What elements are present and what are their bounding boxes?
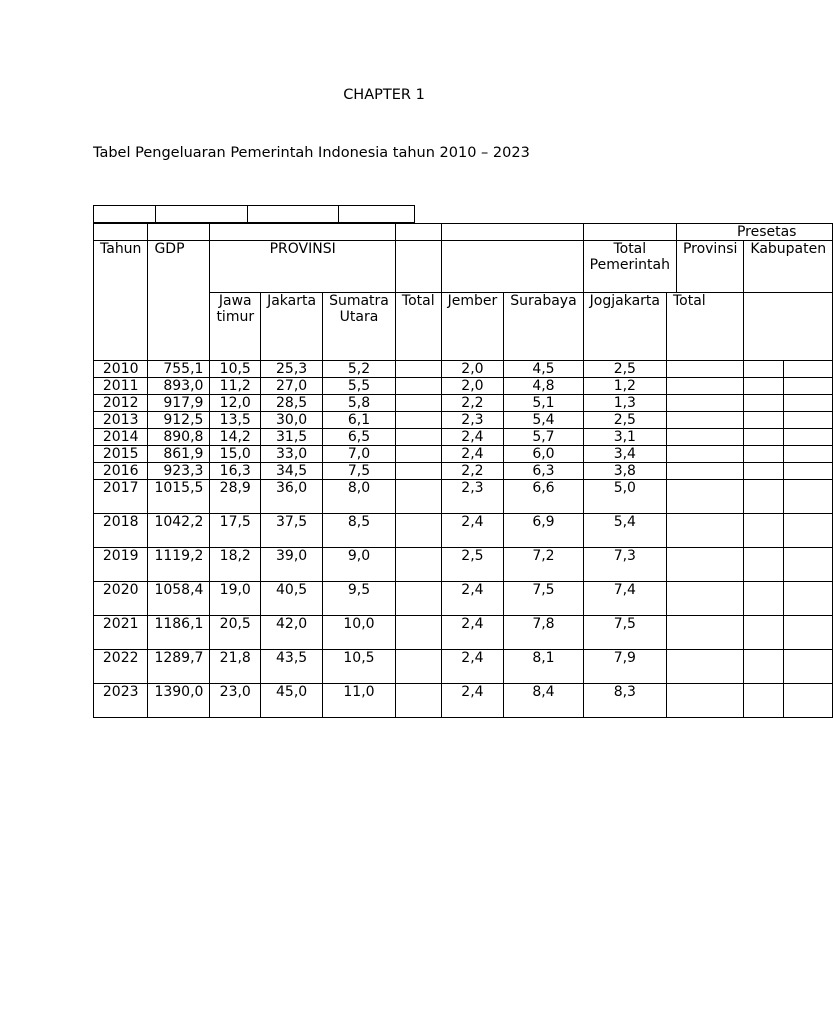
cell-tahun: 2015: [94, 446, 148, 463]
header-gdp: GDP: [148, 241, 210, 361]
cell-surabaya: 6,9: [504, 514, 583, 548]
cell-gdp: 1119,2: [148, 548, 210, 582]
cell-surabaya: 6,3: [504, 463, 583, 480]
cell-jogjakarta: 3,1: [583, 429, 666, 446]
cell-jember: 2,3: [441, 412, 504, 429]
cell-jakarta: 31,5: [261, 429, 323, 446]
cell-tahun: 2011: [94, 378, 148, 395]
cell-jogjakarta: 2,5: [583, 361, 666, 378]
cell-jakarta: 25,3: [261, 361, 323, 378]
empty-cell: [395, 224, 441, 241]
empty-header-table: [93, 205, 415, 223]
cell-surabaya: 8,4: [504, 684, 583, 718]
chapter-heading: CHAPTER 1: [343, 87, 425, 103]
cell-kabupaten-pct: [784, 650, 833, 684]
cell-jakarta: 33,0: [261, 446, 323, 463]
cell-tahun: 2012: [94, 395, 148, 412]
cell-total: [667, 429, 744, 446]
cell-gdp: 917,9: [148, 395, 210, 412]
cell-jember: 2,4: [441, 650, 504, 684]
cell-surabaya: 8,1: [504, 650, 583, 684]
cell-sumatra-utara: 8,0: [323, 480, 396, 514]
cell-total: [667, 582, 744, 616]
cell-jogjakarta: 1,3: [583, 395, 666, 412]
expenditure-table: [93, 223, 833, 718]
cell-kabupaten-pct: [784, 378, 833, 395]
cell-total: [395, 463, 441, 480]
cell-sumatra-utara: 9,0: [323, 548, 396, 582]
cell-total: [395, 446, 441, 463]
cell-jogjakarta: 8,3: [583, 684, 666, 718]
cell-jogjakarta: 7,3: [583, 548, 666, 582]
cell-jakarta: 42,0: [261, 616, 323, 650]
cell-total: [667, 463, 744, 480]
cell-jawa-timur: 18,2: [210, 548, 261, 582]
table-row: [94, 463, 833, 480]
cell-kabupaten-pct: [784, 582, 833, 616]
cell-jakarta: 27,0: [261, 378, 323, 395]
cell-gdp: 1058,4: [148, 582, 210, 616]
empty-cell: [156, 206, 248, 223]
cell-jogjakarta: 2,5: [583, 412, 666, 429]
cell-kabupaten-pct: [784, 429, 833, 446]
cell-surabaya: 6,6: [504, 480, 583, 514]
empty-cell: [744, 293, 833, 361]
cell-tahun: 2018: [94, 514, 148, 548]
cell-total: [395, 684, 441, 718]
cell-jawa-timur: 19,0: [210, 582, 261, 616]
cell-provinsi-pct: [744, 412, 784, 429]
cell-total: [667, 412, 744, 429]
empty-cell: [583, 224, 676, 241]
cell-total: [667, 548, 744, 582]
table-row: [94, 412, 833, 429]
table-row: [94, 650, 833, 684]
empty-cell: [441, 224, 583, 241]
header-provinsi: Provinsi: [676, 241, 743, 293]
cell-kabupaten-pct: [784, 446, 833, 463]
cell-jawa-timur: 21,8: [210, 650, 261, 684]
cell-total: [667, 514, 744, 548]
table-row: [94, 514, 833, 548]
table-row: [94, 616, 833, 650]
cell-total: [667, 650, 744, 684]
cell-tahun: 2017: [94, 480, 148, 514]
cell-surabaya: 5,7: [504, 429, 583, 446]
cell-kabupaten-pct: [784, 395, 833, 412]
cell-sumatra-utara: 5,5: [323, 378, 396, 395]
cell-jogjakarta: 3,4: [583, 446, 666, 463]
cell-jember: 2,2: [441, 463, 504, 480]
cell-provinsi-pct: [744, 480, 784, 514]
cell-jogjakarta: 5,0: [583, 480, 666, 514]
header-sumatra-utara: Sumatra Utara: [323, 293, 396, 361]
table-row: [94, 378, 833, 395]
cell-total: [395, 480, 441, 514]
cell-total: [667, 480, 744, 514]
cell-provinsi-pct: [744, 429, 784, 446]
table-caption: Tabel Pengeluaran Pemerintah Indonesia tahun 2010 – 2023: [93, 145, 530, 161]
cell-provinsi-pct: [744, 395, 784, 412]
cell-gdp: 861,9: [148, 446, 210, 463]
cell-jakarta: 37,5: [261, 514, 323, 548]
cell-sumatra-utara: 6,1: [323, 412, 396, 429]
header-presetase: Presetas: [676, 224, 832, 241]
cell-surabaya: 7,5: [504, 582, 583, 616]
cell-surabaya: 7,2: [504, 548, 583, 582]
cell-total: [667, 378, 744, 395]
cell-jogjakarta: 7,9: [583, 650, 666, 684]
cell-jawa-timur: 12,0: [210, 395, 261, 412]
cell-total: [667, 395, 744, 412]
cell-jember: 2,4: [441, 684, 504, 718]
empty-cell: [94, 206, 156, 223]
header-jogjakarta: Jogjakarta: [583, 293, 666, 361]
cell-total: [395, 650, 441, 684]
header-jember: Jember: [441, 293, 504, 361]
empty-cell: [210, 224, 395, 241]
cell-total: [395, 378, 441, 395]
table-row: [94, 361, 833, 378]
header-provinsi-group: PROVINSI: [210, 241, 395, 293]
table-row: [94, 684, 833, 718]
cell-tahun: 2010: [94, 361, 148, 378]
cell-sumatra-utara: 7,5: [323, 463, 396, 480]
cell-total: [395, 429, 441, 446]
cell-gdp: 1289,7: [148, 650, 210, 684]
cell-jawa-timur: 14,2: [210, 429, 261, 446]
cell-jawa-timur: 15,0: [210, 446, 261, 463]
header-total: Total: [667, 293, 744, 361]
cell-jember: 2,5: [441, 548, 504, 582]
cell-jember: 2,4: [441, 616, 504, 650]
cell-provinsi-pct: [744, 463, 784, 480]
cell-sumatra-utara: 7,0: [323, 446, 396, 463]
cell-gdp: 1186,1: [148, 616, 210, 650]
cell-sumatra-utara: 5,8: [323, 395, 396, 412]
cell-tahun: 2021: [94, 616, 148, 650]
header-total: Total: [395, 293, 441, 361]
cell-kabupaten-pct: [784, 480, 833, 514]
cell-kabupaten-pct: [784, 361, 833, 378]
cell-tahun: 2023: [94, 684, 148, 718]
cell-surabaya: 5,1: [504, 395, 583, 412]
cell-jakarta: 36,0: [261, 480, 323, 514]
cell-jember: 2,4: [441, 429, 504, 446]
header-jakarta: Jakarta: [261, 293, 323, 361]
empty-cell: [94, 224, 148, 241]
cell-jember: 2,2: [441, 395, 504, 412]
cell-total: [395, 616, 441, 650]
cell-jogjakarta: 7,5: [583, 616, 666, 650]
cell-jakarta: 34,5: [261, 463, 323, 480]
cell-provinsi-pct: [744, 514, 784, 548]
cell-provinsi-pct: [744, 378, 784, 395]
cell-kabupaten-pct: [784, 514, 833, 548]
cell-tahun: 2019: [94, 548, 148, 582]
cell-provinsi-pct: [744, 616, 784, 650]
cell-jogjakarta: 7,4: [583, 582, 666, 616]
table-row: [94, 548, 833, 582]
cell-tahun: 2020: [94, 582, 148, 616]
cell-jakarta: 30,0: [261, 412, 323, 429]
cell-gdp: 893,0: [148, 378, 210, 395]
cell-surabaya: 4,5: [504, 361, 583, 378]
cell-tahun: 2016: [94, 463, 148, 480]
cell-sumatra-utara: 6,5: [323, 429, 396, 446]
cell-gdp: 1015,5: [148, 480, 210, 514]
cell-jawa-timur: 10,5: [210, 361, 261, 378]
cell-tahun: 2013: [94, 412, 148, 429]
cell-jawa-timur: 16,3: [210, 463, 261, 480]
table-row: [94, 429, 833, 446]
cell-gdp: 1042,2: [148, 514, 210, 548]
cell-surabaya: 4,8: [504, 378, 583, 395]
cell-jogjakarta: 5,4: [583, 514, 666, 548]
empty-cell: [395, 241, 441, 293]
cell-sumatra-utara: 11,0: [323, 684, 396, 718]
cell-provinsi-pct: [744, 446, 784, 463]
cell-total: [667, 684, 744, 718]
cell-jember: 2,3: [441, 480, 504, 514]
cell-gdp: 1390,0: [148, 684, 210, 718]
cell-surabaya: 5,4: [504, 412, 583, 429]
cell-kabupaten-pct: [784, 463, 833, 480]
cell-provinsi-pct: [744, 361, 784, 378]
cell-tahun: 2022: [94, 650, 148, 684]
cell-sumatra-utara: 9,5: [323, 582, 396, 616]
cell-total: [395, 582, 441, 616]
header-tahun: Tahun: [94, 241, 148, 361]
cell-jember: 2,4: [441, 582, 504, 616]
cell-total: [667, 616, 744, 650]
cell-jember: 2,0: [441, 378, 504, 395]
cell-kabupaten-pct: [784, 616, 833, 650]
cell-surabaya: 7,8: [504, 616, 583, 650]
cell-jakarta: 40,5: [261, 582, 323, 616]
table-row: [94, 480, 833, 514]
cell-jawa-timur: 13,5: [210, 412, 261, 429]
cell-gdp: 755,1: [148, 361, 210, 378]
cell-sumatra-utara: 10,0: [323, 616, 396, 650]
cell-kabupaten-pct: [784, 412, 833, 429]
table-row: [94, 446, 833, 463]
header-total-pemerintah: Total Pemerintah: [583, 241, 676, 293]
cell-jakarta: 45,0: [261, 684, 323, 718]
cell-jember: 2,4: [441, 514, 504, 548]
cell-jember: 2,0: [441, 361, 504, 378]
cell-total: [395, 514, 441, 548]
cell-kabupaten-pct: [784, 684, 833, 718]
cell-jawa-timur: 17,5: [210, 514, 261, 548]
header-jawa-timur: Jawa timur: [210, 293, 261, 361]
cell-jawa-timur: 20,5: [210, 616, 261, 650]
cell-provinsi-pct: [744, 582, 784, 616]
cell-provinsi-pct: [744, 684, 784, 718]
cell-gdp: 890,8: [148, 429, 210, 446]
cell-total: [395, 548, 441, 582]
table-row: [94, 582, 833, 616]
cell-provinsi-pct: [744, 548, 784, 582]
table-row: [94, 395, 833, 412]
cell-sumatra-utara: 8,5: [323, 514, 396, 548]
cell-tahun: 2014: [94, 429, 148, 446]
cell-sumatra-utara: 5,2: [323, 361, 396, 378]
cell-total: [395, 395, 441, 412]
cell-total: [667, 361, 744, 378]
cell-jogjakarta: 3,8: [583, 463, 666, 480]
cell-surabaya: 6,0: [504, 446, 583, 463]
cell-jakarta: 43,5: [261, 650, 323, 684]
empty-cell: [148, 224, 210, 241]
cell-total: [395, 412, 441, 429]
cell-provinsi-pct: [744, 650, 784, 684]
cell-sumatra-utara: 10,5: [323, 650, 396, 684]
cell-jawa-timur: 11,2: [210, 378, 261, 395]
empty-cell: [339, 206, 415, 223]
cell-jawa-timur: 28,9: [210, 480, 261, 514]
cell-jember: 2,4: [441, 446, 504, 463]
cell-jakarta: 39,0: [261, 548, 323, 582]
header-surabaya: Surabaya: [504, 293, 583, 361]
header-kabupaten: Kabupaten: [744, 241, 833, 293]
cell-jogjakarta: 1,2: [583, 378, 666, 395]
empty-cell: [248, 206, 339, 223]
cell-jakarta: 28,5: [261, 395, 323, 412]
empty-cell: [441, 241, 583, 293]
cell-gdp: 923,3: [148, 463, 210, 480]
cell-gdp: 912,5: [148, 412, 210, 429]
cell-total: [395, 361, 441, 378]
cell-total: [667, 446, 744, 463]
cell-kabupaten-pct: [784, 548, 833, 582]
cell-jawa-timur: 23,0: [210, 684, 261, 718]
